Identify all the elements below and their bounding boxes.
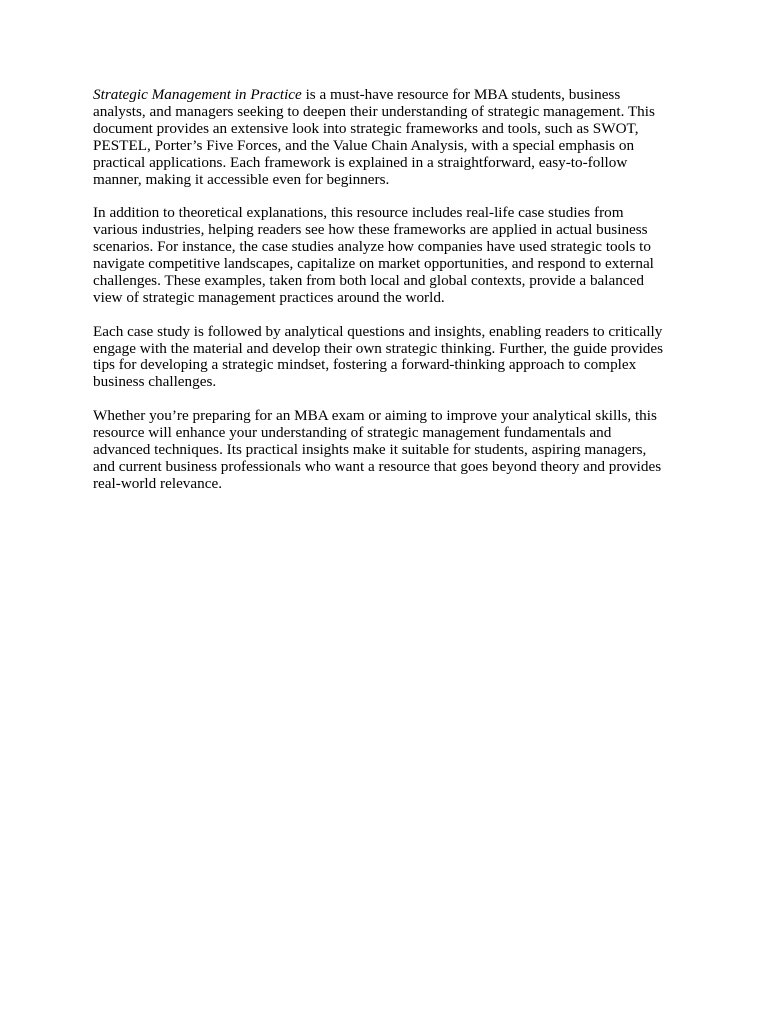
paragraph-intro <box>93 87 683 188</box>
paragraph-analysis: Each case study is followed by analytical questions and insights, enabling readers to critically engage with the material and develop their own strategic thinking. Further, the guide provides tips for developing a strategic mindset, fostering a forward-thinking approach to complex business challenges. <box>93 322 664 391</box>
paragraph-case-studies: In addition to theoretical explanations, this resource includes real-life case studies from various industries, helping readers see how these frameworks are applied in actual business scenarios. For instance, the case studies analyze how companies have used strategic tools to navigate competitive landscapes, capitalize on market opportunities, and respond to external challenges. These examples, taken from both local and global contexts, provide a balanced view of strategic management practices around the world. <box>93 204 654 306</box>
book-title: Strategic Management in Practice <box>93 86 302 103</box>
paragraph-intro-text: is a must-have resource for MBA students, business analysts, and managers seeking to deepen their understanding of strategic management. This document provides an extensive look into strategic frameworks and tools, such as SWOT, PESTEL, Porter’s Five Forces, and the Value Chain Analysis, with a special emphasis on practical applications. Each framework is explained in a straightforward, easy-to-follow manner, making it accessible even for beginners. <box>93 86 655 188</box>
paragraph-conclusion: Whether you’re preparing for an MBA exam or aiming to improve your analytical skills, this resource will enhance your understanding of strategic management fundamentals and advanced techniques. Its practical insights make it suitable for students, aspiring managers, and current business professionals who want a resource that goes beyond theory and provides real-world relevance. <box>93 407 662 492</box>
document-body <box>93 87 683 510</box>
